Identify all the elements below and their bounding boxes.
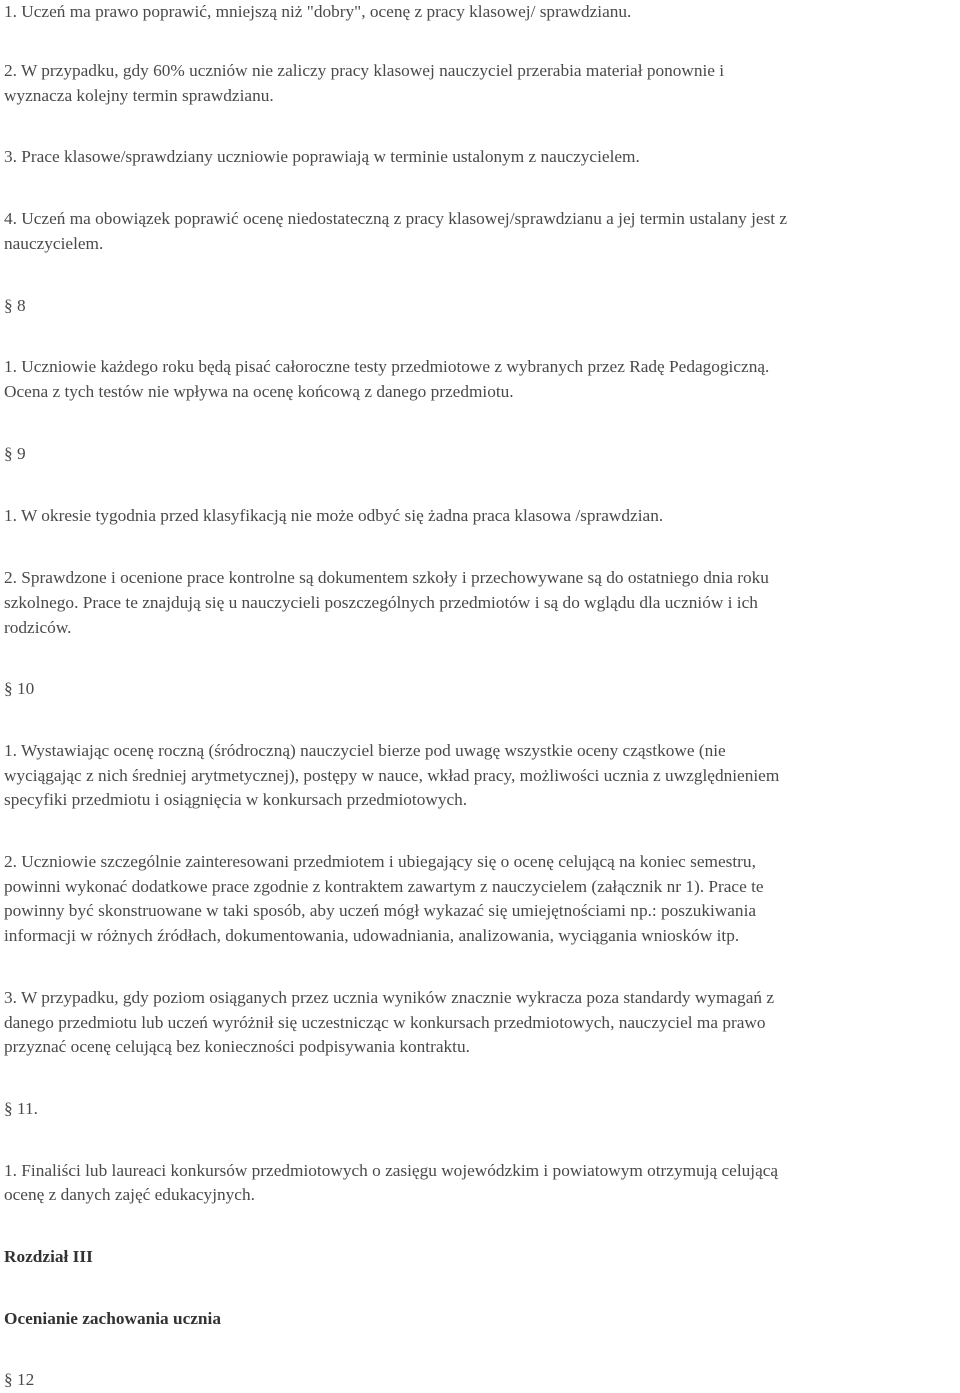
paragraph-line: Ocena z tych testów nie wpływa na ocenę końcową z danego przedmiotu. bbox=[4, 382, 514, 401]
paragraph-line: 1. Wystawiając ocenę roczną (śródroczną) nauczyciel bierze pod uwagę wszystkie oceny cząstkowe (nie bbox=[4, 741, 726, 760]
section-number: § 8 bbox=[4, 296, 26, 315]
paragraph-line: powinni wykonać dodatkowe prace zgodnie z kontraktem zawartym z nauczycielem (załącznik nr 1). Prace te bbox=[4, 877, 764, 896]
paragraph-line: 1. Uczeń ma prawo poprawić, mniejszą niż "dobry", ocenę z pracy klasowej/ sprawdzianu. bbox=[4, 2, 632, 21]
paragraph-line: informacji w różnych źródłach, dokumentowania, udowadniania, analizowania, wyciągania wniosków itp. bbox=[4, 926, 740, 945]
paragraph-line: 2. Sprawdzone i ocenione prace kontrolne są dokumentem szkoły i przechowywane są do ostatniego dnia roku bbox=[4, 568, 769, 587]
paragraph-line: 3. Prace klasowe/sprawdziany uczniowie poprawiają w terminie ustalonym z nauczycielem. bbox=[4, 147, 640, 166]
chapter-heading: Rozdział III bbox=[4, 1247, 93, 1266]
paragraph-line: powinny być skonstruowane w taki sposób, aby uczeń mógł wykazać się umiejętnościami np.: poszukiwania bbox=[4, 901, 757, 920]
paragraph-line: 4. Uczeń ma obowiązek poprawić ocenę niedostateczną z pracy klasowej/sprawdzianu a jej termin ustalany jest z bbox=[4, 209, 788, 228]
paragraph-line: wyciągając z nich średniej arytmetycznej), postępy w nauce, wkład pracy, możliwości ucznia z uwzględnieniem bbox=[4, 766, 780, 785]
paragraph-line: przyznać ocenę celującą bez konieczności podpisywania kontraktu. bbox=[4, 1037, 470, 1056]
paragraph-line: ocenę z danych zajęć edukacyjnych. bbox=[4, 1185, 255, 1204]
paragraph-line: szkolnego. Prace te znajdują się u nauczycieli poszczególnych przedmiotów i są do wglądu dla uczniów i ich bbox=[4, 593, 758, 612]
paragraph-line: 1. Finaliści lub laureaci konkursów przedmiotowych o zasięgu wojewódzkim i powiatowym otrzymują celującą bbox=[4, 1161, 779, 1180]
paragraph-line: 3. W przypadku, gdy poziom osiąganych przez ucznia wyników znacznie wykracza poza standardy wymagań z bbox=[4, 988, 775, 1007]
paragraph-line: nauczycielem. bbox=[4, 234, 104, 253]
paragraph-line: 2. Uczniowie szczególnie zainteresowani przedmiotem i ubiegający się o ocenę celującą na koniec semestru, bbox=[4, 852, 756, 871]
section-number: § 12 bbox=[4, 1370, 35, 1389]
section-heading: Ocenianie zachowania ucznia bbox=[4, 1309, 221, 1328]
paragraph-line: rodziców. bbox=[4, 618, 72, 637]
paragraph-line: danego przedmiotu lub uczeń wyróżnił się uczestnicząc w konkursach przedmiotowych, nauczyciel ma prawo bbox=[4, 1013, 766, 1032]
section-number: § 11. bbox=[4, 1099, 38, 1118]
section-number: § 10 bbox=[4, 679, 35, 698]
paragraph-line: wyznacza kolejny termin sprawdzianu. bbox=[4, 86, 274, 105]
paragraph-line: 1. Uczniowie każdego roku będą pisać całoroczne testy przedmiotowe z wybranych przez Radę Pedagogiczną. bbox=[4, 357, 770, 376]
section-number: § 9 bbox=[4, 444, 26, 463]
paragraph-line: specyfiki przedmiotu i osiągnięcia w konkursach przedmiotowych. bbox=[4, 790, 468, 809]
paragraph-line: 1. W okresie tygodnia przed klasyfikacją nie może odbyć się żadna praca klasowa /sprawdzian. bbox=[4, 506, 664, 525]
paragraph-line: 2. W przypadku, gdy 60% uczniów nie zaliczy pracy klasowej nauczyciel przerabia materiał ponownie i bbox=[4, 61, 725, 80]
